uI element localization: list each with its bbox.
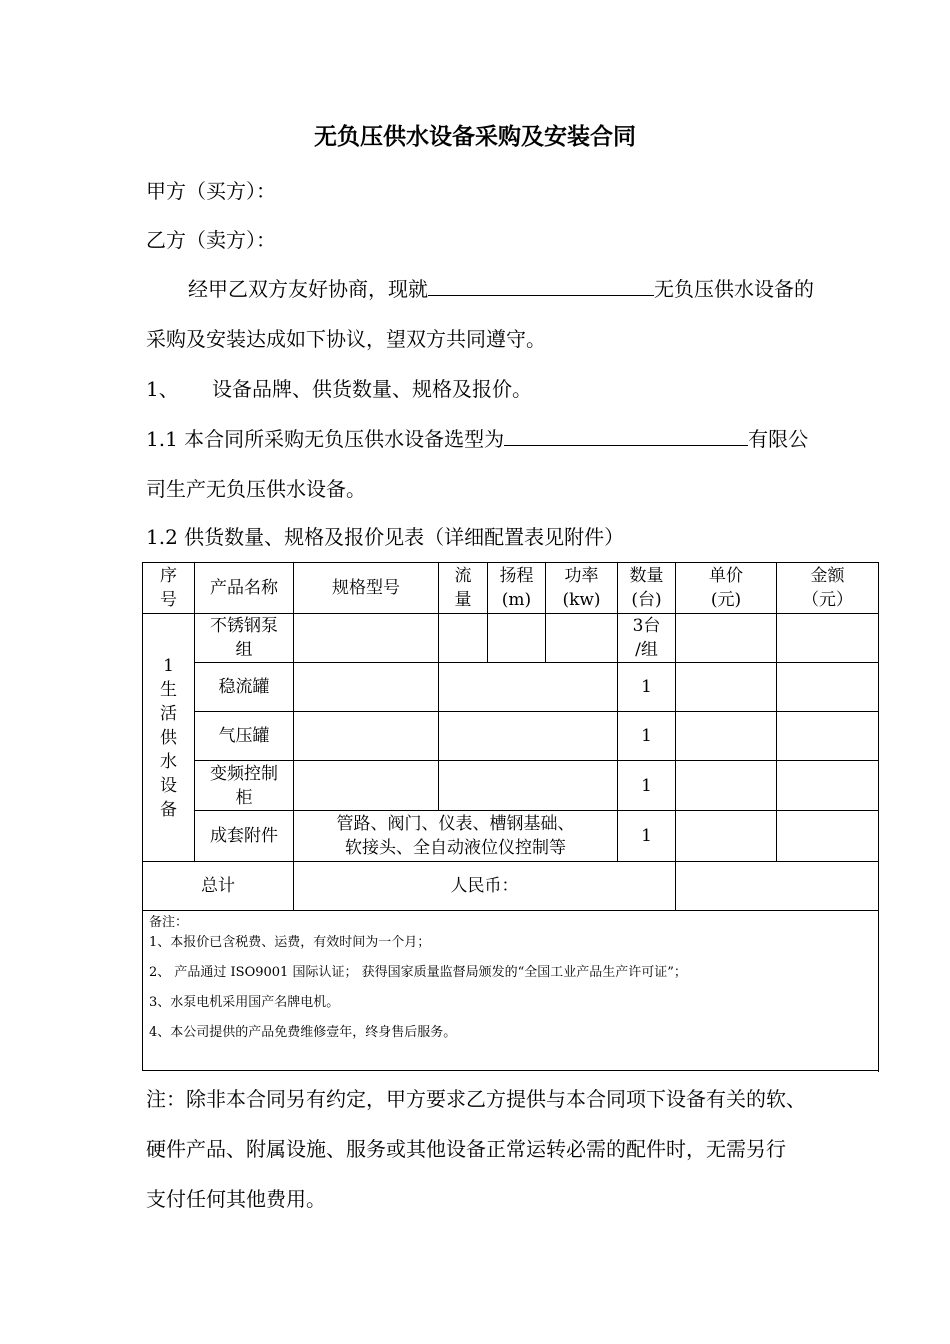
- price-cell[interactable]: [676, 761, 777, 811]
- header-qty: 数量 (台): [618, 563, 676, 614]
- spec-cell[interactable]: [294, 663, 439, 712]
- header-spec: 规格型号: [294, 563, 439, 614]
- product-name: 变频控制 柜: [195, 761, 294, 811]
- party-a-label: 甲方（买方）：: [146, 179, 276, 203]
- note-item: 2、 产品通过 ISO9001 国际认证； 获得国家质量监督局颁发的“全国工业产品生产许可证”；: [149, 965, 687, 980]
- total-label: 总计: [143, 862, 294, 911]
- table-outer-border: [878, 912, 880, 1072]
- notes-cell: [143, 911, 879, 1071]
- head-cell[interactable]: [488, 614, 546, 663]
- header-price: 单价 (元): [676, 563, 777, 614]
- note-item: 4、本公司提供的产品免费维修壹年，终身售后服务。: [149, 1025, 457, 1040]
- total-amount-cell[interactable]: [676, 862, 879, 911]
- clause-1-1-text-2: 有限公: [748, 427, 809, 451]
- group-label: 1 生 活 供 水 设 备: [143, 614, 195, 862]
- section-1-number: 1、: [146, 377, 179, 401]
- amount-cell[interactable]: [777, 663, 879, 712]
- notes-title: 备注：: [149, 915, 189, 930]
- equipment-price-table: [142, 562, 879, 1071]
- qty-cell: 1: [618, 811, 676, 862]
- clause-1-1-line-2: 司生产无负压供水设备。: [146, 477, 366, 501]
- product-name: 成套附件: [195, 811, 294, 862]
- price-cell[interactable]: [676, 614, 777, 663]
- header-head: 扬程 (m): [488, 563, 546, 614]
- amount-cell[interactable]: [777, 811, 879, 862]
- spec-cell[interactable]: [294, 712, 439, 761]
- qty-cell: 3台 /组: [618, 614, 676, 663]
- params-cell[interactable]: [439, 663, 618, 712]
- header-flow: 流 量: [439, 563, 488, 614]
- spec-cell[interactable]: [294, 761, 439, 811]
- footer-note-line-2: 硬件产品、附属设施、服务或其他设备正常运转必需的配件时，无需另行: [146, 1137, 786, 1161]
- section-1-title: 设备品牌、供货数量、规格及报价。: [212, 377, 532, 401]
- clause-1-1-line-1: [146, 423, 808, 452]
- header-name: 产品名称: [195, 563, 294, 614]
- qty-cell: 1: [618, 761, 676, 811]
- note-item: 1、本报价已含税费、运费，有效时间为一个月；: [149, 935, 431, 950]
- intro-text-1: 经甲乙双方友好协商，现就: [188, 277, 428, 301]
- header-seq: 序 号: [143, 563, 195, 614]
- table-row: [143, 811, 879, 862]
- footer-note-line-3: 支付任何其他费用。: [146, 1187, 326, 1211]
- amount-cell[interactable]: [777, 614, 879, 663]
- table-row: [143, 761, 879, 811]
- flow-cell[interactable]: [439, 614, 488, 663]
- intro-text-2: 无负压供水设备的: [654, 277, 814, 301]
- footer-note-line-1: 注：除非本合同另有约定，甲方要求乙方提供与本合同项下设备有关的软、: [146, 1087, 806, 1111]
- table-row: [143, 712, 879, 761]
- total-value: 人民币：: [294, 862, 676, 911]
- table-header-row: [143, 563, 879, 614]
- note-item: 3、水泵电机采用国产名牌电机。: [149, 995, 340, 1010]
- product-name: 气压罐: [195, 712, 294, 761]
- intro-line-1: [188, 273, 814, 302]
- amount-cell[interactable]: [777, 761, 879, 811]
- intro-line-2: 采购及安装达成如下协议，望双方共同遵守。: [146, 327, 546, 351]
- params-cell[interactable]: [439, 712, 618, 761]
- product-name: 不锈钢泵 组: [195, 614, 294, 663]
- params-cell[interactable]: [439, 761, 618, 811]
- table-row: [143, 663, 879, 712]
- total-row: [143, 862, 879, 911]
- qty-cell: 1: [618, 663, 676, 712]
- price-cell[interactable]: [676, 712, 777, 761]
- power-cell[interactable]: [546, 614, 618, 663]
- manufacturer-blank[interactable]: [504, 423, 748, 446]
- header-amount: 金额 （元）: [777, 563, 879, 614]
- accessories-spec: 管路、阀门、仪表、槽钢基础、 软接头、全自动液位仪控制等: [294, 811, 618, 862]
- clause-1-2: 1.2 供货数量、规格及报价见表（详细配置表见附件）: [146, 525, 625, 549]
- clause-1-1-text-1: 1.1 本合同所采购无负压供水设备选型为: [146, 427, 505, 451]
- spec-cell[interactable]: [294, 614, 439, 663]
- table-row: [143, 614, 879, 663]
- document-title: 无负压供水设备采购及安装合同: [314, 123, 636, 150]
- header-power: 功率 (kw): [546, 563, 618, 614]
- notes-row: [143, 911, 879, 1071]
- party-b-label: 乙方（卖方）：: [146, 228, 276, 252]
- price-cell[interactable]: [676, 663, 777, 712]
- product-name: 稳流罐: [195, 663, 294, 712]
- project-name-blank[interactable]: [428, 273, 654, 296]
- amount-cell[interactable]: [777, 712, 879, 761]
- price-cell[interactable]: [676, 811, 777, 862]
- qty-cell: 1: [618, 712, 676, 761]
